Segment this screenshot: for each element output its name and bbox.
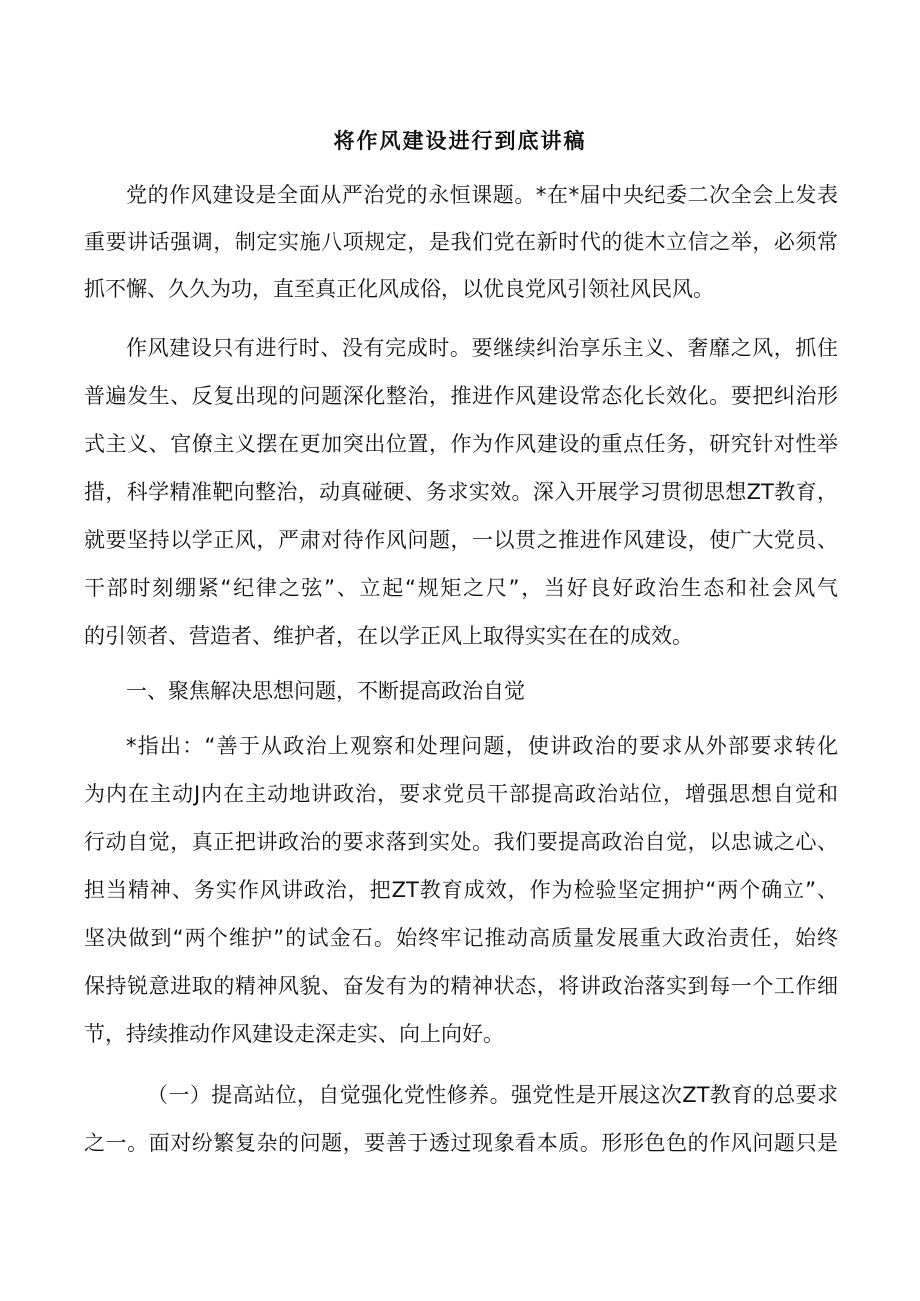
paragraph-line: 重要讲话强调，制定实施八项规定，是我们党在新时代的徙木立信之举，必须常: [84, 230, 838, 254]
paragraph-line: 行动自觉，真正把讲政治的要求落到实处。我们要提高政治自觉，以忠诚之心、: [84, 830, 838, 854]
paragraph-line: 党的作风建设是全面从严治党的永恒课题。*在*届中央纪委二次全会上发表: [126, 183, 838, 207]
paragraph-line: 就要坚持以学正风，严肃对待作风问题，一以贯之推进作风建设，使广大党员、: [84, 528, 838, 552]
paragraph-line: 担当精神、务实作风讲政治，把ZT教育成效，作为检验坚定拥护“两个确立”、: [84, 878, 838, 902]
paragraph-line: 作风建设只有进行时、没有完成时。要继续纠治享乐主义、奢靡之风，抓住: [126, 336, 838, 360]
paragraph-line: 坚决做到“两个维护”的试金石。始终牢记推动高质量发展重大政治责任，始终: [84, 926, 838, 950]
paragraph-line: 为内在主动J内在主动地讲政治，要求党员干部提高政治站位，增强思想自觉和: [84, 782, 838, 806]
paragraph-line: 抓不懈、久久为功，直至真正化风成俗，以优良党风引领社风民风。: [84, 277, 714, 301]
paragraph-line: 式主义、官僚主义摆在更加突出位置，作为作风建设的重点任务，研究针对性举: [84, 432, 838, 456]
section-heading: 一、聚焦解决思想问题，不断提高政治自觉: [126, 679, 525, 703]
paragraph-line: 普遍发生、反复出现的问题深化整治，推进作风建设常态化长效化。要把纠治形: [84, 384, 838, 408]
paragraph-line: *指出：“善于从政治上观察和处理问题，使讲政治的要求从外部要求转化: [126, 734, 838, 758]
paragraph-line: 之一。面对纷繁复杂的问题，要善于透过现象看本质。形形色色的作风问题只是: [84, 1131, 838, 1155]
paragraph-line: 的引领者、营造者、维护者，在以学正风上取得实实在在的成效。: [84, 624, 693, 648]
paragraph-line: 干部时刻绷紧“纪律之弦”、立起“规矩之尺”，当好良好政治生态和社会风气: [84, 576, 838, 600]
paragraph-line: 节，持续推动作风建设走深走实、向上向好。: [84, 1022, 504, 1046]
paragraph-line: 措，科学精准靶向整治，动真碰硬、务求实效。深入开展学习贯彻思想ZT教育，: [84, 480, 838, 504]
paragraph-line: 保持锐意进取的精神风貌、奋发有为的精神状态，将讲政治落实到每一个工作细: [84, 974, 838, 998]
paragraph-line: （一）提高站位，自觉强化党性修养。强党性是开展这次ZT教育的总要求: [147, 1083, 838, 1107]
document-title: 将作风建设进行到底讲稿: [333, 129, 587, 153]
